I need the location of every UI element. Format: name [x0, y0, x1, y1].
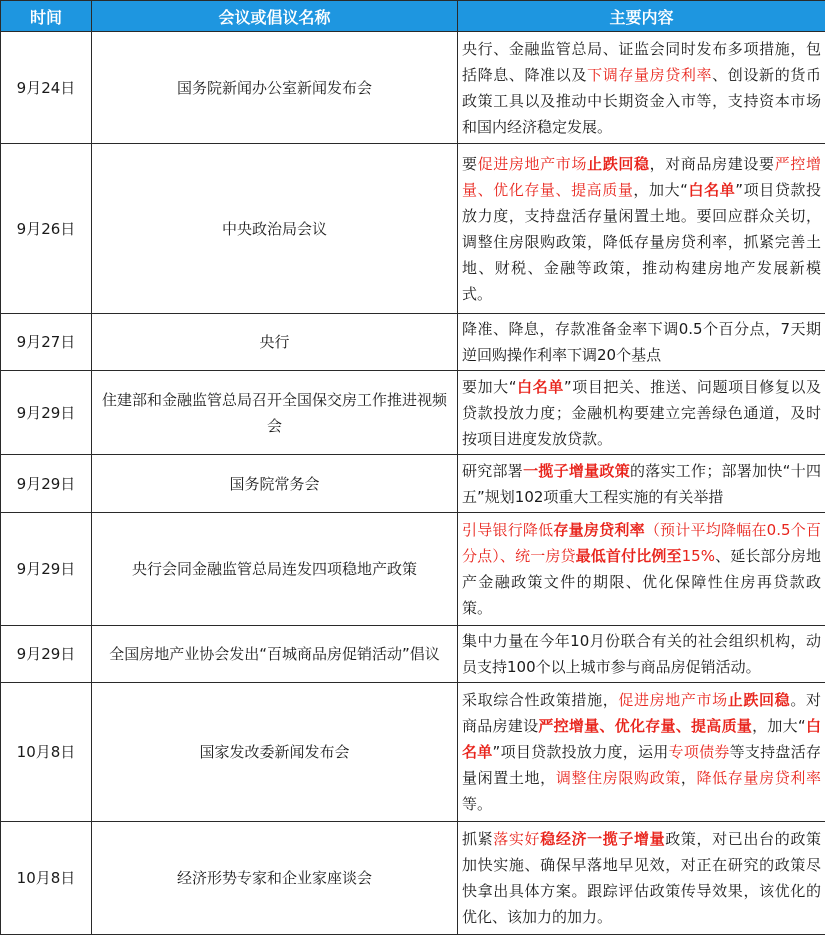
content-text: 央行、金融监管总局、证监会同时发布多项措施，包括降息、降准以及	[462, 39, 821, 84]
table-row	[1, 144, 825, 314]
content-text: 等。	[462, 795, 493, 813]
highlighted-text: 严控增量、优化存量、提高质量	[462, 154, 821, 199]
meeting-name-cell: 央行	[92, 314, 458, 371]
table-row	[1, 822, 825, 935]
highlighted-text: 白名单	[462, 717, 821, 761]
content-cell	[458, 822, 825, 935]
content-cell	[458, 32, 825, 144]
meeting-name-cell: 经济形势专家和企业家座谈会	[92, 822, 458, 935]
highlighted-text: 稳经济一揽子增量	[540, 830, 666, 848]
highlighted-text: 最低首付比例至	[575, 547, 682, 565]
highlighted-text: 存量房贷利率	[553, 521, 645, 539]
content-text: 要	[462, 154, 478, 173]
date-cell: 10月8日	[1, 683, 92, 822]
header-time: 时间	[1, 1, 92, 32]
table-row	[1, 626, 825, 683]
content-text: 要加大“	[462, 377, 517, 396]
content-cell	[458, 314, 825, 371]
table-row	[1, 32, 825, 144]
content-text: ，对商品房建设要	[649, 154, 775, 173]
table-row	[1, 371, 825, 455]
highlighted-text: 调整住房限购政策	[555, 769, 681, 787]
highlighted-text: （预计平均降幅在0.5个百分点）、统一房贷	[462, 521, 821, 565]
content-text: 采取综合性政策措施，	[462, 691, 619, 709]
highlighted-text: 一揽子增量政策	[523, 461, 630, 480]
meeting-name-cell: 中央政治局会议	[92, 144, 458, 314]
header-content: 主要内容	[458, 1, 825, 32]
content-text: 研究部署	[462, 461, 524, 480]
highlighted-text: 促进房地产市场	[618, 691, 728, 709]
highlighted-text: 15%	[681, 547, 715, 565]
content-cell	[458, 626, 825, 683]
table-row	[1, 513, 825, 626]
header-row	[1, 1, 825, 32]
date-cell: 9月29日	[1, 371, 92, 455]
content-text: ”项目贷款投放力度，运用	[492, 743, 669, 761]
content-text: ，加大“	[633, 180, 688, 199]
meeting-name-cell: 国务院新闻办公室新闻发布会	[92, 32, 458, 144]
highlighted-text: 严控增量、优化存量、提高质量	[538, 717, 753, 735]
highlighted-text: 止跌回稳	[587, 154, 650, 173]
content-text: ”项目把关、推送、问题项目修复以及贷款投放力度；金融机构要建立完善绿色通道，及时按项目进度发放贷款。	[462, 377, 821, 448]
content-text: ，加大“	[752, 717, 806, 735]
highlighted-text: 落实好	[493, 830, 541, 848]
content-text: 、延长部分房地产金融政策文件的期限、优化保障性住房再贷款政策。	[462, 547, 821, 617]
highlighted-text: 引导银行降低	[462, 521, 554, 539]
content-text: 的落实工作；部署加快“十四五”规划102项重大工程实施的有关举措	[462, 461, 821, 506]
date-cell: 9月29日	[1, 455, 92, 513]
content-text: 。对商品房建设	[462, 691, 821, 735]
highlighted-text: 专项债券	[668, 743, 730, 761]
content-cell	[458, 513, 825, 626]
highlighted-text: 促进房地产市场	[477, 154, 588, 173]
date-cell: 9月26日	[1, 144, 92, 314]
date-cell: 9月29日	[1, 626, 92, 683]
content-cell	[458, 683, 825, 822]
highlighted-text: 下调存量房贷利率	[587, 65, 713, 84]
content-text: ”项目贷款投放力度，支持盘活存量闲置土地。要回应群众关切，调整住房限购政策，降低存量房贷利率，抓紧完善土地、财税、金融等政策，推动构建房地产发展新模式。	[462, 180, 821, 303]
content-text: 集中力量在今年10月份联合有关的社会组织机构，动员支持100个以上城市参与商品房促销活动。	[462, 632, 821, 676]
date-cell: 9月29日	[1, 513, 92, 626]
content-cell	[458, 371, 825, 455]
table-row	[1, 455, 825, 513]
highlighted-text: 止跌回稳	[727, 691, 791, 709]
date-cell: 9月24日	[1, 32, 92, 144]
highlighted-text: 白名单	[516, 377, 564, 396]
content-text: ，	[680, 769, 697, 787]
content-text: 等支持盘活存量闲置土地，	[462, 743, 821, 787]
table-row	[1, 683, 825, 822]
meeting-name-cell: 央行会同金融监管总局连发四项稳地产政策	[92, 513, 458, 626]
highlighted-text: 降低存量房贷利率	[696, 769, 821, 787]
highlighted-text: 白名单	[687, 180, 736, 199]
content-cell	[458, 455, 825, 513]
content-text: 、创设新的货币政策工具以及推动中长期资金入市等，支持资本市场和国内经济稳定发展。	[462, 65, 821, 136]
meeting-name-cell: 国家发改委新闻发布会	[92, 683, 458, 822]
content-text: 抓紧	[462, 830, 494, 848]
content-text: 降准、降息，存款准备金率下调0.5个百分点，7天期逆回购操作利率下调20个基点	[462, 320, 821, 364]
meeting-name-cell: 住建部和金融监管总局召开全国保交房工作推进视频会	[92, 371, 458, 455]
date-cell: 9月27日	[1, 314, 92, 371]
content-cell	[458, 144, 825, 314]
content-text: 政策，对已出台的政策加快实施、确保早落地早见效，对正在研究的政策尽快拿出具体方案。跟踪评估政策传导效果，该优化的优化、该加力的加力。	[462, 830, 821, 926]
date-cell: 10月8日	[1, 822, 92, 935]
meeting-name-cell: 国务院常务会	[92, 455, 458, 513]
header-name: 会议或倡议名称	[92, 1, 458, 32]
meeting-name-cell: 全国房地产业协会发出“百城商品房促销活动”倡议	[92, 626, 458, 683]
table-row	[1, 314, 825, 371]
